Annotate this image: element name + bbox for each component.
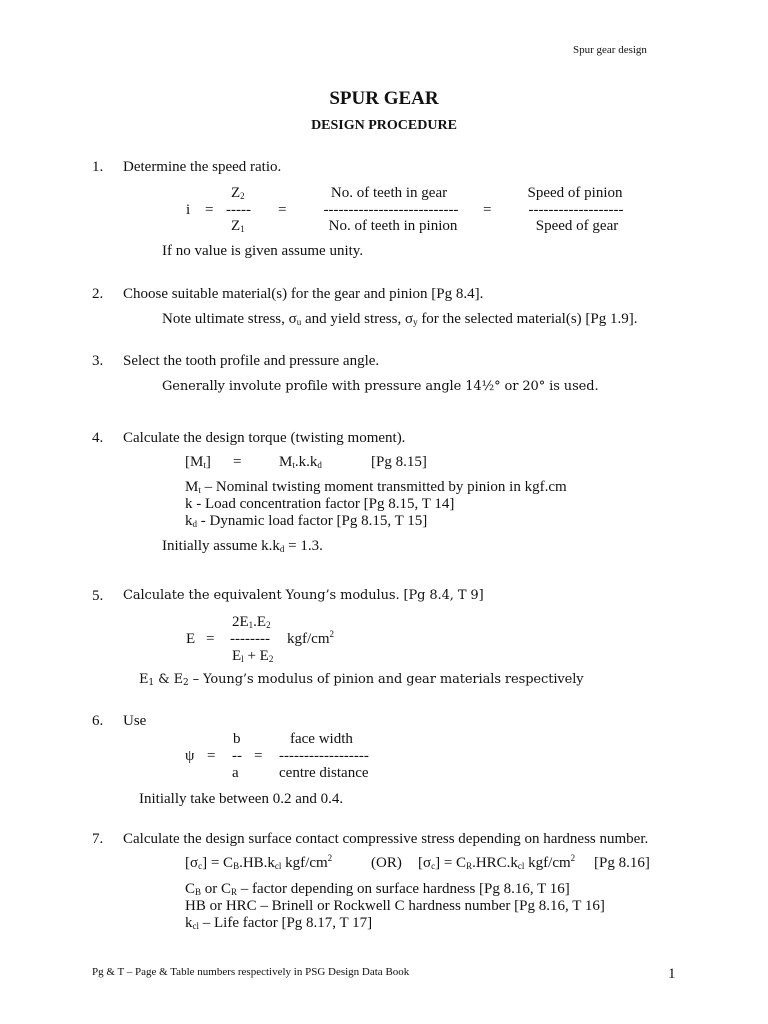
step-number: 3. [92,353,104,369]
page-subtitle: DESIGN PROCEDURE [311,118,457,133]
definition-line: $C_B$ or $C_R$ – factor depending on surface hardness [Pg 8.16, T 16] [185,881,570,897]
step-note: Initially assume $k.k_d = 1.3$. [162,538,323,554]
footer-note: Pg & T – Page & Table numbers respectively in PSG Design Data Book [92,966,410,978]
formula-equals: = [206,631,215,647]
formula-fraction-bar: ------------------ [279,748,369,764]
formula-denominator: a [232,765,239,781]
step-number: 7. [92,831,104,847]
step-note: If no value is given assume unity. [162,243,364,259]
step-number: 5. [92,588,104,604]
formula-rhs: $M_t.k.k_d$ [279,454,322,470]
formula-equals: = [205,202,214,218]
definition-line: $M_t$ – Nominal twisting moment transmitted by pinion in kgf.cm [185,479,567,495]
formula-equals: = [254,748,263,764]
formula-numerator: Speed of pinion [527,185,623,201]
step-number: 1. [92,159,104,175]
definition-line: k - Load concentration factor [Pg 8.15, T 14] [185,496,455,512]
step-note: Initially take between 0.2 and 0.4. [139,791,344,807]
formula-lhs: $[M_t]$ [185,454,211,470]
formula-denominator: $E_l + E_2$ [232,648,274,664]
step-heading: Choose suitable material(s) for the gear and pinion [Pg 8.4]. [123,286,484,302]
formula-numerator: $2E_1.E_2$ [232,614,271,630]
formula-lhs: ψ [185,748,195,764]
step-note: Generally involute profile with pressure angle 14½° or 20° is used. [162,379,599,394]
definition-line: $E_1$ & $E_2$ – Young’s modulus of pinion and gear materials respectively [139,672,584,688]
formula-fraction-bar: -- [232,748,242,764]
definition-line: HB or HRC – Brinell or Rockwell C hardness number [Pg 8.16, T 16] [185,898,605,914]
formula-unit: kgf/$cm^2$ [287,629,334,647]
formula-numerator: b [233,731,241,747]
page-number: 1 [668,966,676,982]
formula-i: i [186,202,191,218]
step-number: 6. [92,713,104,729]
formula-fraction-bar: --------------------------- [323,202,459,218]
formula-lhs: E [186,631,196,647]
formula-fraction-bar: ----- [226,202,251,218]
step-heading: Calculate the equivalent Young’s modulus. [Pg 8.4, T 9] [123,588,484,603]
formula-fraction-bar: -------- [230,631,270,647]
formula-equals: = [278,202,287,218]
formula-rockwell: $[\sigma_c] = C_R.HRC.k_{cl}$ kgf/$cm^2$ [418,853,576,871]
step-heading: Calculate the design surface contact compressive stress depending on hardness number. [123,831,649,847]
step-number: 4. [92,430,104,446]
formula-or: (OR) [371,855,402,871]
formula-fraction-bar: ------------------- [528,202,624,218]
step-heading: Use [123,713,147,729]
page-title: SPUR GEAR [329,88,439,109]
step-heading: Determine the speed ratio. [123,159,282,175]
step-note: Note ultimate stress, $\sigma_u$ and yield stress, $\sigma_y$ for the selected material(s) [Pg 1.9]. [162,311,638,327]
step-number: 2. [92,286,104,302]
formula-denominator: Speed of gear [535,218,619,234]
formula-numerator: $Z_2$ [231,185,245,201]
formula-reference: [Pg 8.16] [594,855,650,871]
formula-denominator: centre distance [279,765,369,781]
formula-numerator: No. of teeth in gear [330,185,448,201]
running-header: Spur gear design [573,44,647,56]
definition-line: $k_d$ - Dynamic load factor [Pg 8.15, T 15] [185,513,428,529]
formula-numerator: face width [290,731,353,747]
step-heading: Calculate the design torque (twisting moment). [123,430,406,446]
formula-denominator: $Z_1$ [231,218,245,234]
formula-reference: [Pg 8.15] [371,454,427,470]
formula-brinell: $[\sigma_c] = C_B.HB.k_{cl}$ kgf/$cm^2$ [185,853,333,871]
definition-line: $k_{cl}$ – Life factor [Pg 8.17, T 17] [185,915,373,931]
formula-equals: = [483,202,492,218]
formula-equals: = [207,748,216,764]
formula-equals: = [233,454,242,470]
formula-denominator: No. of teeth in pinion [328,218,458,234]
step-heading: Select the tooth profile and pressure angle. [123,353,380,369]
